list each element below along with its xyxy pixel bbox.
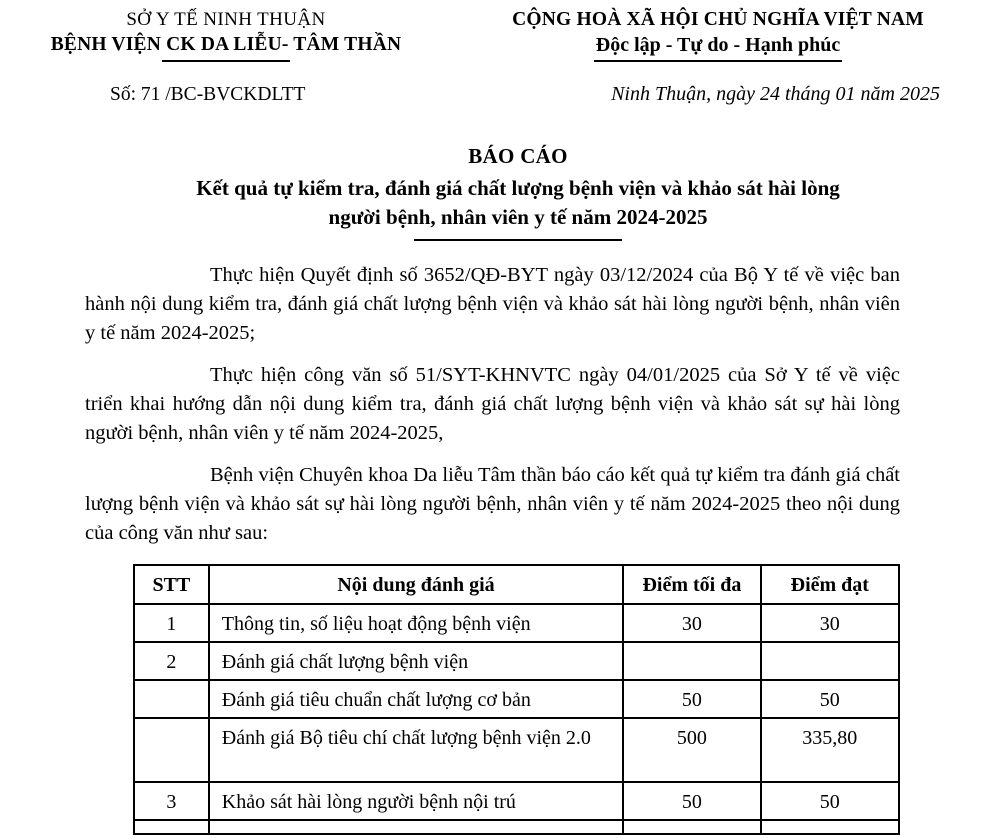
table-header-row	[134, 565, 899, 604]
date-line: Ninh Thuận, ngày 24 tháng 01 năm 2025	[611, 83, 940, 105]
cell-stt: 1	[134, 604, 209, 642]
national-motto-line2: Độc lập - Tự do - Hạnh phúc	[594, 34, 842, 62]
issuing-agency-block	[0, 9, 452, 62]
table-row	[134, 782, 899, 820]
table-row	[134, 604, 899, 642]
cell-max-score	[623, 642, 760, 680]
table-row	[134, 718, 899, 782]
cell-max-score: 50	[623, 782, 760, 820]
paragraph-3: Bệnh viện Chuyên khoa Da liễu Tâm thần báo cáo kết quả tự kiểm tra đánh giá chất lượng bệnh viện và khảo sát sự hài lòng người bệnh, nhân viên y tế năm 2024-2025 theo nội dung của công văn như sau:	[85, 464, 900, 544]
assessment-table	[133, 564, 900, 835]
report-subtitle-line2: người bệnh, nhân viên y tế năm 2024-2025	[328, 205, 708, 229]
paragraph-2: Thực hiện công văn số 51/SYT-KHNVTC ngày 04/01/2025 của Sở Y tế về việc triển khai hướng dẫn nội dung kiểm tra, đánh giá chất lượng bệnh viện và khảo sát sự hài lòng người bệnh, nhân viên y tế năm 2024-2025,	[85, 364, 900, 444]
title-underline	[414, 239, 622, 241]
document-number: Số: 71 /BC-BVCKDLTT	[110, 84, 306, 105]
table-header-achieved-score: Điểm đạt	[761, 565, 899, 604]
table-header-max-score: Điểm tối đa	[623, 565, 760, 604]
cell-content: Đánh giá tiêu chuẩn chất lượng cơ bản	[209, 680, 623, 718]
cell-stt: 2	[134, 642, 209, 680]
table-row	[134, 680, 899, 718]
reference-row	[0, 83, 984, 106]
table-header-stt: STT	[134, 565, 209, 604]
cell-stt: 3	[134, 782, 209, 820]
cell-achieved-score: 50	[761, 782, 899, 820]
cell-stt	[134, 718, 209, 782]
cell-stt	[134, 680, 209, 718]
cell-achieved-score	[761, 642, 899, 680]
paragraphs	[85, 261, 900, 548]
report-subtitle-line1: Kết quả tự kiểm tra, đánh giá chất lượng bệnh viện và khảo sát hài lòng	[196, 176, 840, 200]
cell-achieved-score: 335,80	[761, 718, 899, 782]
paragraph-1: Thực hiện Quyết định số 3652/QĐ-BYT ngày 03/12/2024 của Bộ Y tế về việc ban hành nội dung kiểm tra, đánh giá chất lượng bệnh viện và khảo sát hài lòng người bệnh, nhân viên y tế năm 2024-2025;	[85, 264, 900, 344]
cell-content: Đánh giá chất lượng bệnh viện	[209, 642, 623, 680]
table-header-content: Nội dung đánh giá	[209, 565, 623, 604]
department-name: SỞ Y TẾ NINH THUẬN	[126, 9, 326, 30]
cell-content: Đánh giá Bộ tiêu chí chất lượng bệnh viện 2.0	[209, 718, 623, 782]
cell-achieved-score: 30	[761, 604, 899, 642]
document-header	[0, 0, 984, 62]
report-title-block	[0, 144, 984, 241]
agency-underline	[162, 60, 290, 62]
table-row-cutoff	[134, 820, 899, 834]
cell-achieved-score: 50	[761, 680, 899, 718]
table-row	[134, 642, 899, 680]
national-header-block	[452, 9, 984, 62]
hospital-name: BỆNH VIỆN CK DA LIỄU- TÂM THẦN	[50, 34, 402, 55]
cell-content: Thông tin, số liệu hoạt động bệnh viện	[209, 604, 623, 642]
report-subtitle	[52, 174, 984, 232]
cell-content: Khảo sát hài lòng người bệnh nội trú	[209, 782, 623, 820]
report-title: BÁO CÁO	[468, 144, 568, 168]
cell-max-score: 30	[623, 604, 760, 642]
national-motto-line1: CỘNG HOÀ XÃ HỘI CHỦ NGHĨA VIỆT NAM	[512, 9, 924, 30]
document-body	[0, 261, 984, 835]
cell-max-score: 500	[623, 718, 760, 782]
cell-max-score: 50	[623, 680, 760, 718]
